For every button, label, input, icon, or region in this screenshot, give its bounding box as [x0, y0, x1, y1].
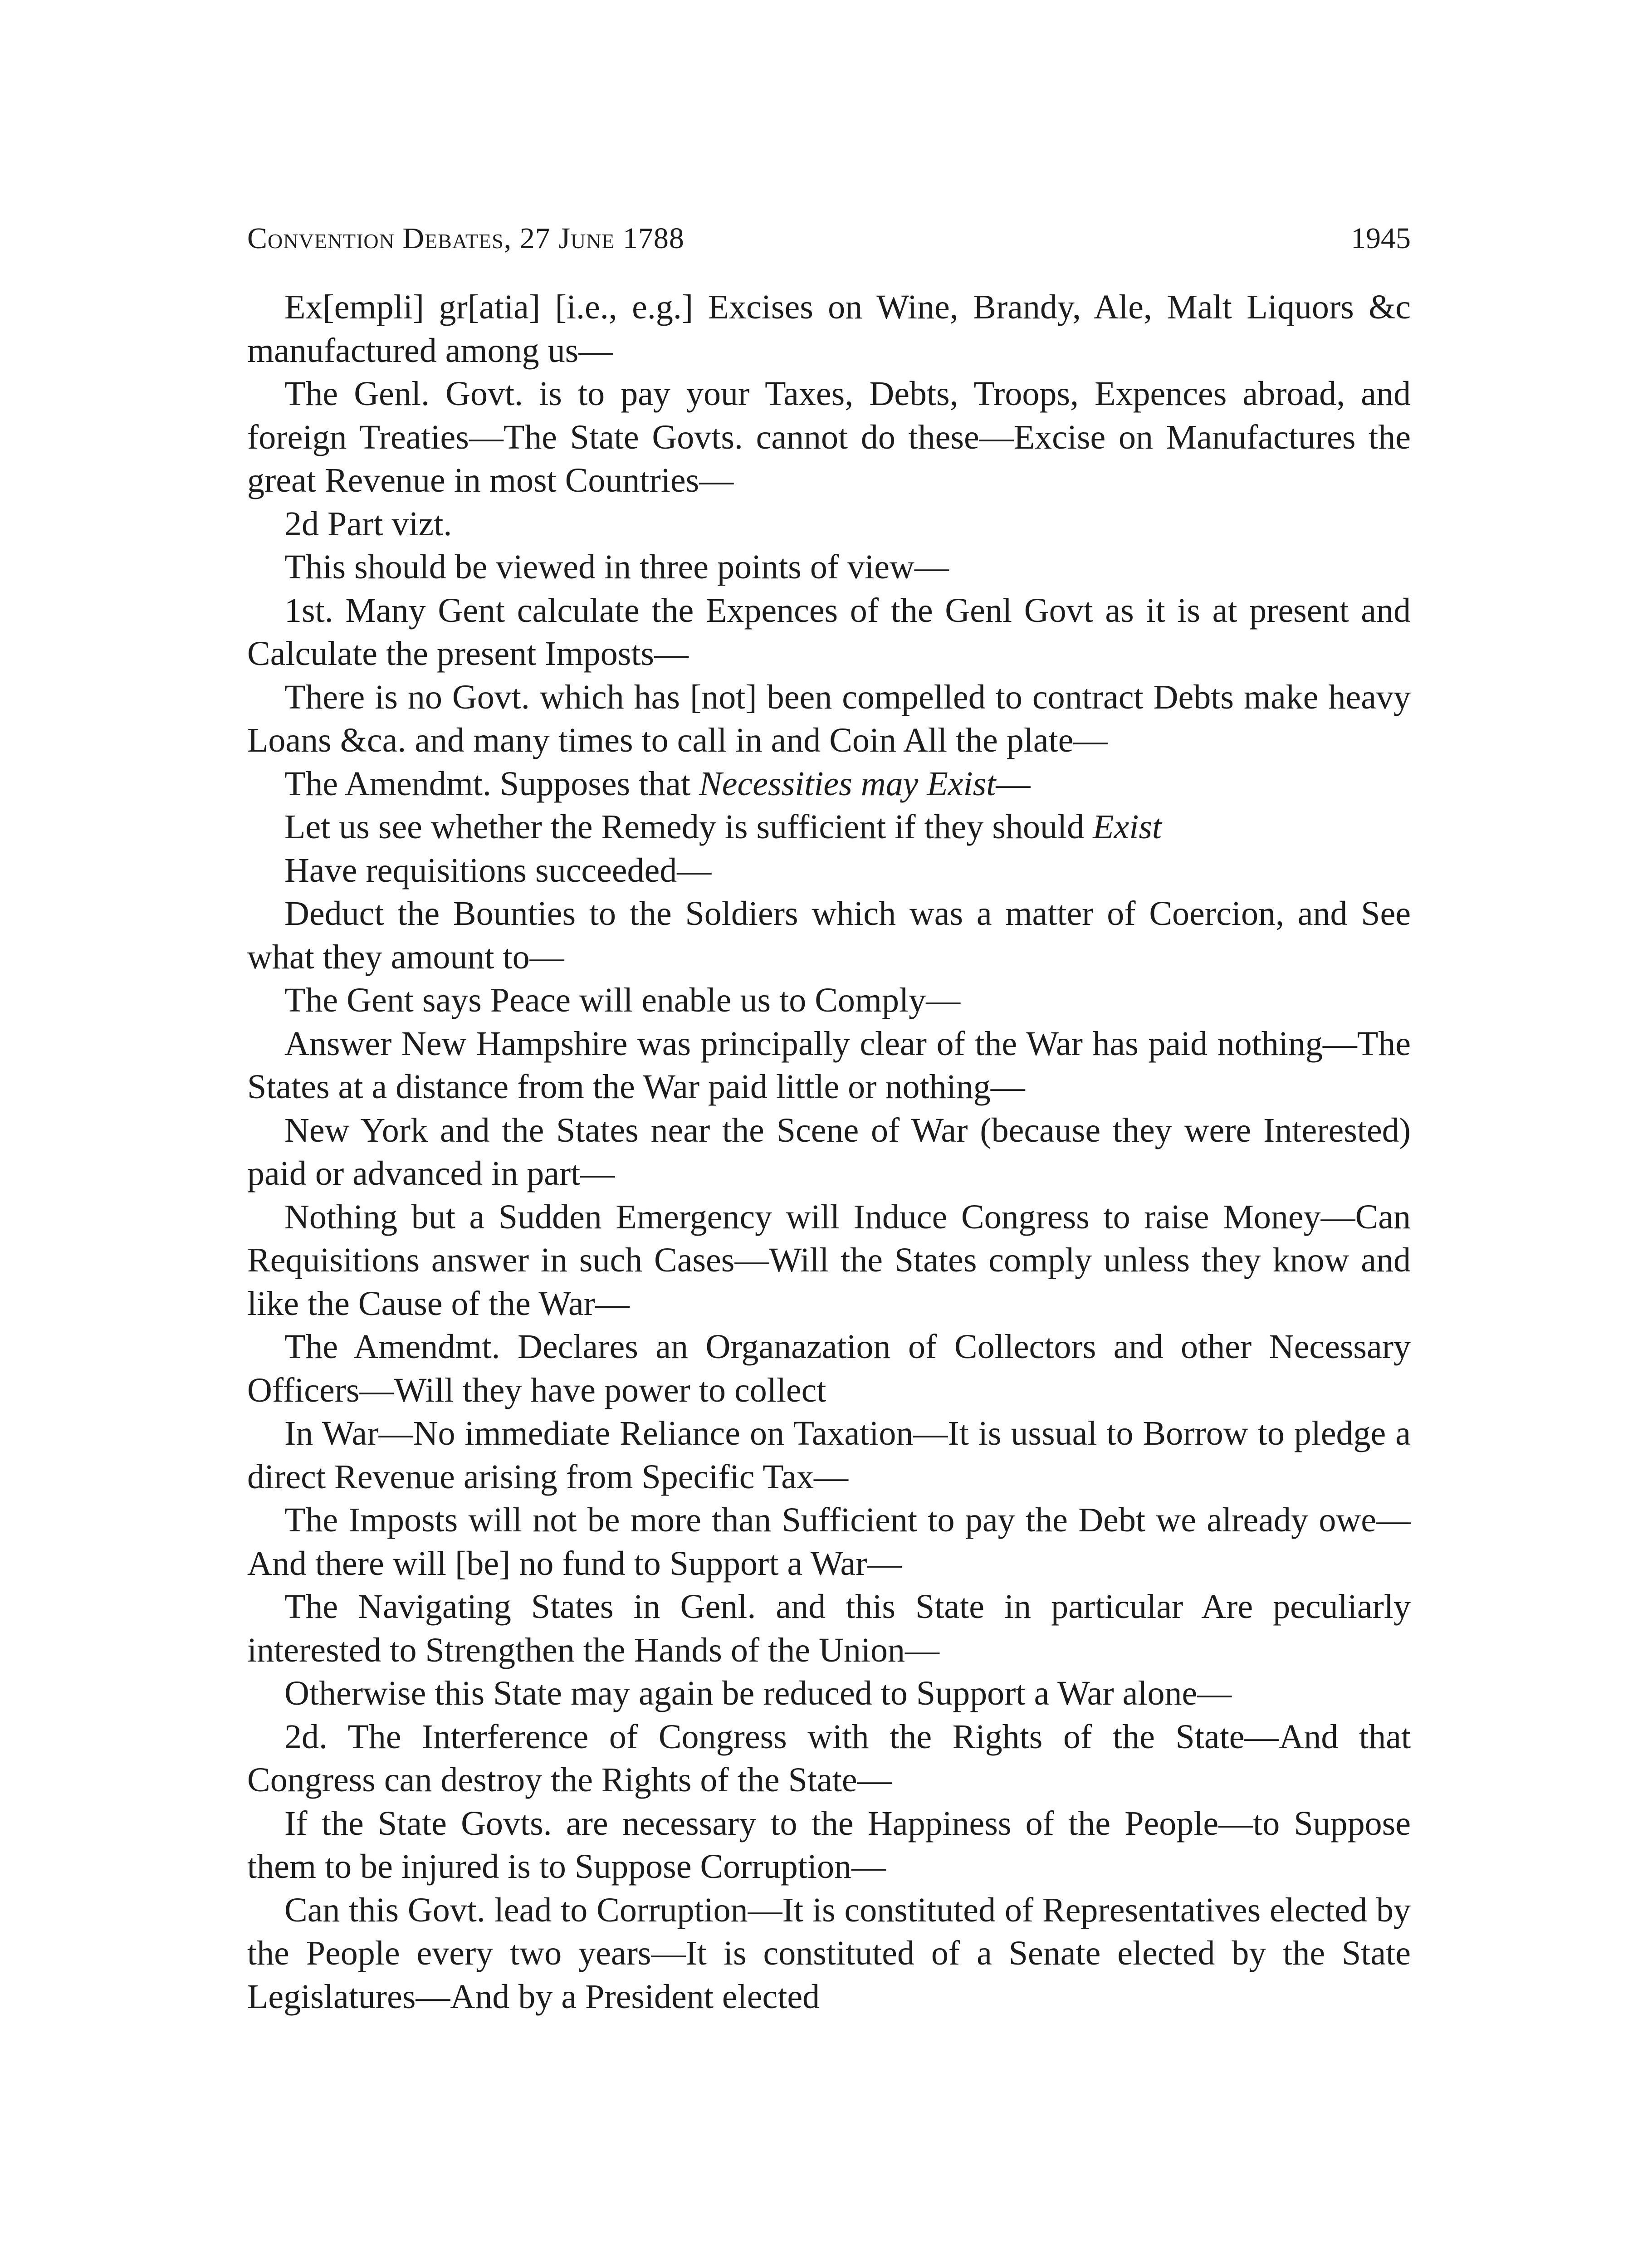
amendment-suffix: — [996, 764, 1031, 803]
amendment-emphasis: Necessities may Exist [699, 764, 996, 803]
paragraph: In War—No immediate Reliance on Taxation—It is ussual to Borrow to pledge a direct Revenue arising from Specific Tax— [247, 1414, 1411, 1496]
paragraph: The Navigating States in Genl. and this State in particular Are peculiarly interested to Strengthen the Hands of the Union— [247, 1588, 1411, 1669]
paragraph: The Genl. Govt. is to pay your Taxes, Debts, Troops, Expences abroad, and foreign Treaties—The State Govts. cannot do these—Excise on Manufactures the great Revenue in most Countries— [247, 375, 1411, 499]
paragraph: Deduct the Bounties to the Soldiers which was a matter of Coercion, and See what they amount to— [247, 894, 1411, 976]
paragraph: Ex[empli] gr[atia] [i.e., e.g.] Excises on Wine, Brandy, Ale, Malt Liquors &c manufactured among us— [247, 288, 1411, 370]
body-text [247, 286, 1411, 2019]
paragraph: There is no Govt. which has [not] been compelled to contract Debts make heavy Loans &ca. and many times to call in and Coin All the plate— [247, 678, 1411, 759]
remedy-prefix: Let us see whether the Remedy is sufficient if they should [284, 808, 1093, 846]
paragraph: This should be viewed in three points of view— [284, 548, 949, 586]
paragraph: New York and the States near the Scene of War (because they were Interested) paid or advanced in part— [247, 1111, 1411, 1193]
remedy-emphasis: Exist [1093, 808, 1162, 846]
document-page [247, 218, 1411, 2019]
paragraph: Have requisitions succeeded— [284, 851, 712, 890]
paragraph: The Gent says Peace will enable us to Comply— [284, 981, 961, 1019]
paragraph: Nothing but a Sudden Emergency will Induce Congress to raise Money—Can Requisitions answer in such Cases—Will the States comply unless they know and like the Cause of the War— [247, 1198, 1411, 1323]
paragraph: 2d. The Interference of Congress with the Rights of the State—And that Congress can destroy the Rights of the State— [247, 1717, 1411, 1799]
paragraph-amendment [247, 763, 1411, 806]
paragraph: 1st. Many Gent calculate the Expences of the Genl Govt as it is at present and Calculate the present Imposts— [247, 591, 1411, 673]
paragraph-remedy [247, 806, 1411, 849]
paragraph: The Amendmt. Declares an Organazation of Collectors and other Necessary Officers—Will they have power to collect [247, 1328, 1411, 1409]
running-header [247, 218, 1411, 259]
paragraph: Can this Govt. lead to Corruption—It is constituted of Representatives elected by the People every two years—It is constituted of a Senate elected by the State Legislatures—And by a President elected [247, 1891, 1411, 2016]
paragraph: Otherwise this State may again be reduced to Support a War alone— [284, 1674, 1232, 1712]
paragraph: If the State Govts. are necessary to the Happiness of the People—to Suppose them to be injured is to Suppose Corruption— [247, 1804, 1411, 1886]
paragraph: 2d Part vizt. [284, 504, 452, 543]
paragraph: The Imposts will not be more than Sufficient to pay the Debt we already owe—And there will [be] no fund to Support a War— [247, 1501, 1411, 1583]
paragraph: Answer New Hampshire was principally clear of the War has paid nothing—The States at a distance from the War paid little or nothing— [247, 1024, 1411, 1106]
page-number: 1945 [1351, 222, 1411, 255]
amendment-prefix: The Amendmt. Supposes that [284, 764, 699, 803]
running-title: Convention Debates, 27 June 1788 [247, 222, 684, 255]
